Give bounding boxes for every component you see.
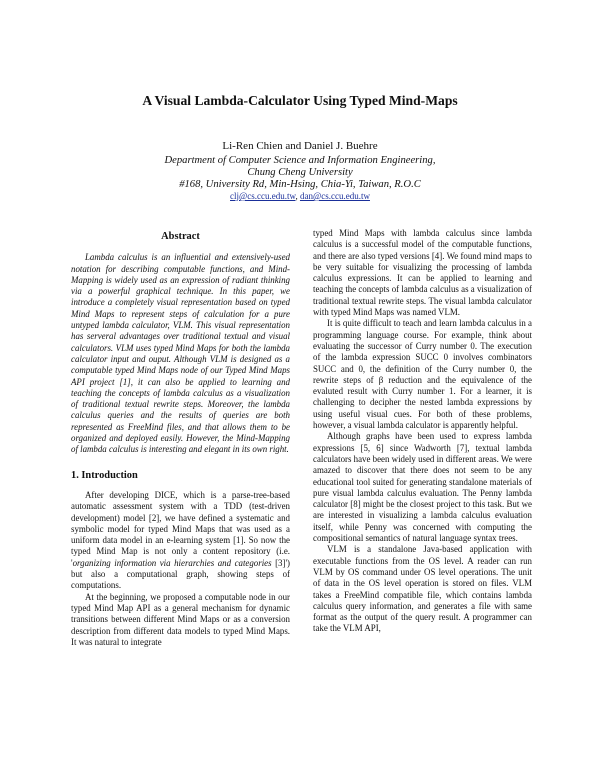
email-link-buehre[interactable]: dan@cs.ccu.edu.tw bbox=[299, 191, 370, 201]
email-separator: , bbox=[295, 191, 300, 201]
author-emails bbox=[0, 191, 600, 201]
right-paragraph-4: VLM is a standalone Java-based application with executable functions from the OS level. A reader can run VLM by OS command under OS level operations. The unit of data in the OS level operation is stored on files. VLM takes a FreeMind compatible file, which contains lambda calculus query information, and generates a file with same format as the output of the query result. A programmer can take the VLM API, bbox=[313, 544, 532, 634]
paper-authors: Li-Ren Chien and Daniel J. Buehre bbox=[222, 140, 378, 152]
affiliation-university: Chung Cheng University bbox=[247, 167, 353, 178]
right-paragraph-3: Although graphs have been used to express lambda expressions [5, 6] since Wadworth [7], textual lambda calculators have been widely used in different areas. We were amazed to discover that there does not seem to be any educational tool suited for generating standalone materials of pure visual lambda calculus evaluation. The Penny lambda calculator [8] might be the closest project to this task. But we are interested in visualizing a lambda calculus evaluation itself, while Penny was concerned with computing the compositional semantics of natural language syntax trees. bbox=[313, 431, 532, 544]
right-column bbox=[313, 228, 532, 635]
email-link-chien[interactable]: clj@cs.ccu.edu.tw bbox=[230, 191, 296, 201]
left-column bbox=[71, 228, 290, 648]
introduction-paragraph-1 bbox=[71, 490, 290, 592]
paper-title: A Visual Lambda-Calculator Using Typed Mind-Maps bbox=[142, 93, 458, 108]
right-paragraph-1: typed Mind Maps with lambda calculus since lambda calculus is a successful model of the computable functions, and there are also typed versions [4]. We found mind maps to be very suitable for visualizing the processing of lambda calculus expressions. It can be applied to learning and teaching the concepts of lambda calculus as a visualization of traditional textual rewrite steps. The visual lambda calculator with typed Mind Maps was named VLM. bbox=[313, 228, 532, 318]
right-paragraph-2: It is quite difficult to teach and learn lambda calculus in a programming language course. For example, think about evaluating the successor of Curry number 0. The execution of the lambda expression SUCC 0 involves combinators SUCC and 0, the definition of the Curry number 0, the rewrite steps of β reduction and the equivalence of the evaluted result with Curry number 1. For a learner, it is challenging to decipher the nested lambda expressions by using useful visual cues. For both of these problems, however, a visual lambda calculator is apparently helpful. bbox=[313, 318, 532, 431]
affiliation-address: #168, University Rd, Min-Hsing, Chia-Yi, Taiwan, R.O.C bbox=[179, 179, 421, 190]
abstract-text: Lambda calculus is an influential and extensively-used notation for describing computable functions, and Mind-Mapping is widely used as an expression of radiant thinking via a powerful graphical technique. In this paper, we introduce a completely visual representation based on typed Mind Maps to represent steps of calculation for a pure untyped lambda calculator, VLM. This visual representation has serveral advantages over traditional textual and visual calculators. VLM uses typed Mind Maps for both the lambda calculator input and ouput. Although VLM is designed as a computable typed Mind Maps node of our Typed Mind Maps API project [1], it can also be applied to learning and teaching the concepts of lambda calculus as a visualization of traditional textual rewrite steps. Moreover, the lambda calculus queries and the results of queries are both represented as FreeMind files, and that allows them to be organized and deployed easily. However, the Mind-Mapping of lambda calculus is interesting and elegant in its own right. bbox=[71, 252, 290, 455]
intro-p1-part-b: [3]') but also a computational graph, showing steps of computations. bbox=[71, 557, 291, 591]
intro-p1-quote: organizing information via hierarchies and categories bbox=[72, 557, 272, 568]
intro-p1-part-a: After developing DICE, which is a parse-tree-based automatic assessment system with a TDD (test-driven development) model [2], we have defined a systematic and symbolic model for typed Mind Maps that was used as a uniform data model in an e-learning system [1]. So now the typed Mind Map is not only a content repository (i.e. ' bbox=[71, 489, 290, 568]
introduction-paragraph-2: At the beginning, we proposed a computable node in our typed Mind Map API as a general mechanism for dynamic transitions between different Mind Maps or as a conversion description from different data models to typed Mind Maps. It was natural to integrate bbox=[71, 591, 290, 647]
abstract-heading: Abstract bbox=[161, 231, 200, 242]
affiliation-department: Department of Computer Science and Information Engineering, bbox=[164, 155, 436, 166]
introduction-heading: 1. Introduction bbox=[71, 469, 138, 481]
